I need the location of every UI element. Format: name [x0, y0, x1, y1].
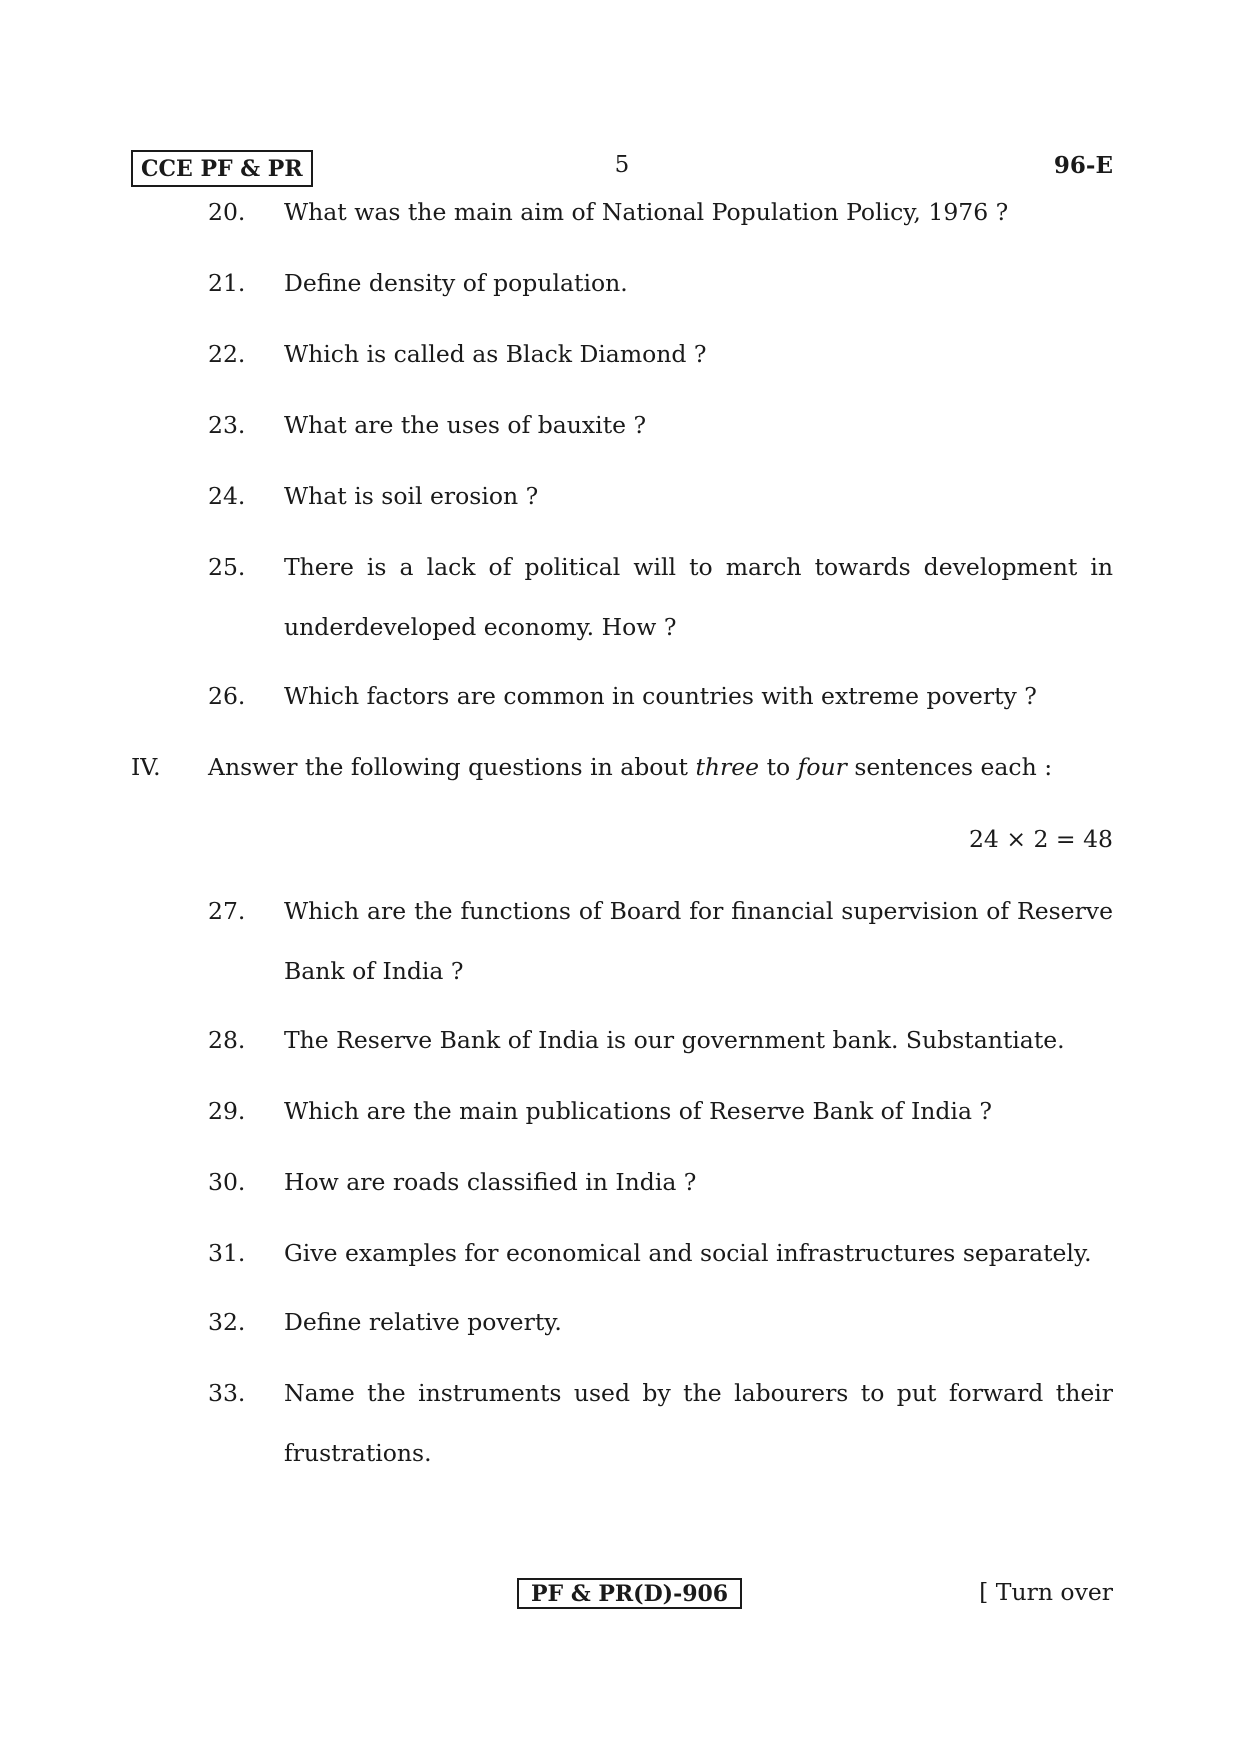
question-item	[131, 881, 1113, 1001]
question-text: There is a lack of political will to march towards development in underdeveloped economy. How ?	[284, 553, 1113, 641]
question-item	[131, 1223, 1113, 1283]
question-item	[131, 194, 1113, 230]
question-text: What are the uses of bauxite ?	[284, 411, 647, 439]
question-text: Define relative poverty.	[284, 1308, 562, 1336]
section-marks: 24 × 2 = 48	[968, 825, 1113, 853]
page-footer	[131, 1578, 1113, 1618]
page-header	[131, 150, 1113, 190]
question-number: 20.	[208, 198, 246, 226]
question-number: 31.	[208, 1239, 246, 1267]
question-text: Which is called as Black Diamond ?	[284, 340, 707, 368]
question-text: How are roads classified in India ?	[284, 1168, 697, 1196]
question-number: 33.	[208, 1379, 246, 1407]
question-text: Give examples for economical and social infrastructures separately.	[284, 1239, 1092, 1267]
page-number: 5	[614, 152, 630, 178]
section-heading	[131, 749, 1113, 785]
question-item	[131, 336, 1113, 372]
question-number: 30.	[208, 1168, 246, 1196]
question-number: 29.	[208, 1097, 246, 1125]
question-number: 22.	[208, 340, 246, 368]
question-number: 21.	[208, 269, 246, 297]
question-number: 24.	[208, 482, 246, 510]
section-number: IV.	[131, 753, 161, 781]
question-item	[131, 1093, 1113, 1129]
question-text: Define density of population.	[284, 269, 628, 297]
section-instruction: Answer the following questions in about three to four sentences each :	[208, 753, 1053, 781]
question-number: 25.	[208, 553, 246, 581]
question-item	[131, 1304, 1113, 1340]
question-item	[131, 1363, 1113, 1483]
paper-code: 96-E	[1053, 152, 1113, 179]
question-item	[131, 265, 1113, 301]
question-item	[131, 1022, 1113, 1058]
turn-over-label: [ Turn over	[979, 1578, 1113, 1606]
question-text: The Reserve Bank of India is our government bank. Substantiate.	[284, 1026, 1065, 1054]
question-item	[131, 1164, 1113, 1200]
question-text: Which are the main publications of Reserve Bank of India ?	[284, 1097, 993, 1125]
footer-code-box: PF & PR(D)-906	[517, 1578, 742, 1609]
question-item	[131, 407, 1113, 443]
question-text: What was the main aim of National Population Policy, 1976 ?	[284, 198, 1009, 226]
question-number: 23.	[208, 411, 246, 439]
question-number: 26.	[208, 682, 246, 710]
question-number: 28.	[208, 1026, 246, 1054]
question-number: 32.	[208, 1308, 246, 1336]
question-text: What is soil erosion ?	[284, 482, 539, 510]
question-text: Name the instruments used by the labourers to put forward their frustrations.	[284, 1379, 1113, 1467]
question-item	[131, 537, 1113, 657]
question-item	[131, 478, 1113, 514]
question-item	[131, 678, 1113, 714]
question-content	[131, 194, 1113, 1483]
course-code-box: CCE PF & PR	[131, 150, 313, 187]
question-text: Which factors are common in countries with extreme poverty ?	[284, 682, 1037, 710]
question-text: Which are the functions of Board for financial supervision of Reserve Bank of India ?	[284, 897, 1113, 985]
question-number: 27.	[208, 897, 246, 925]
